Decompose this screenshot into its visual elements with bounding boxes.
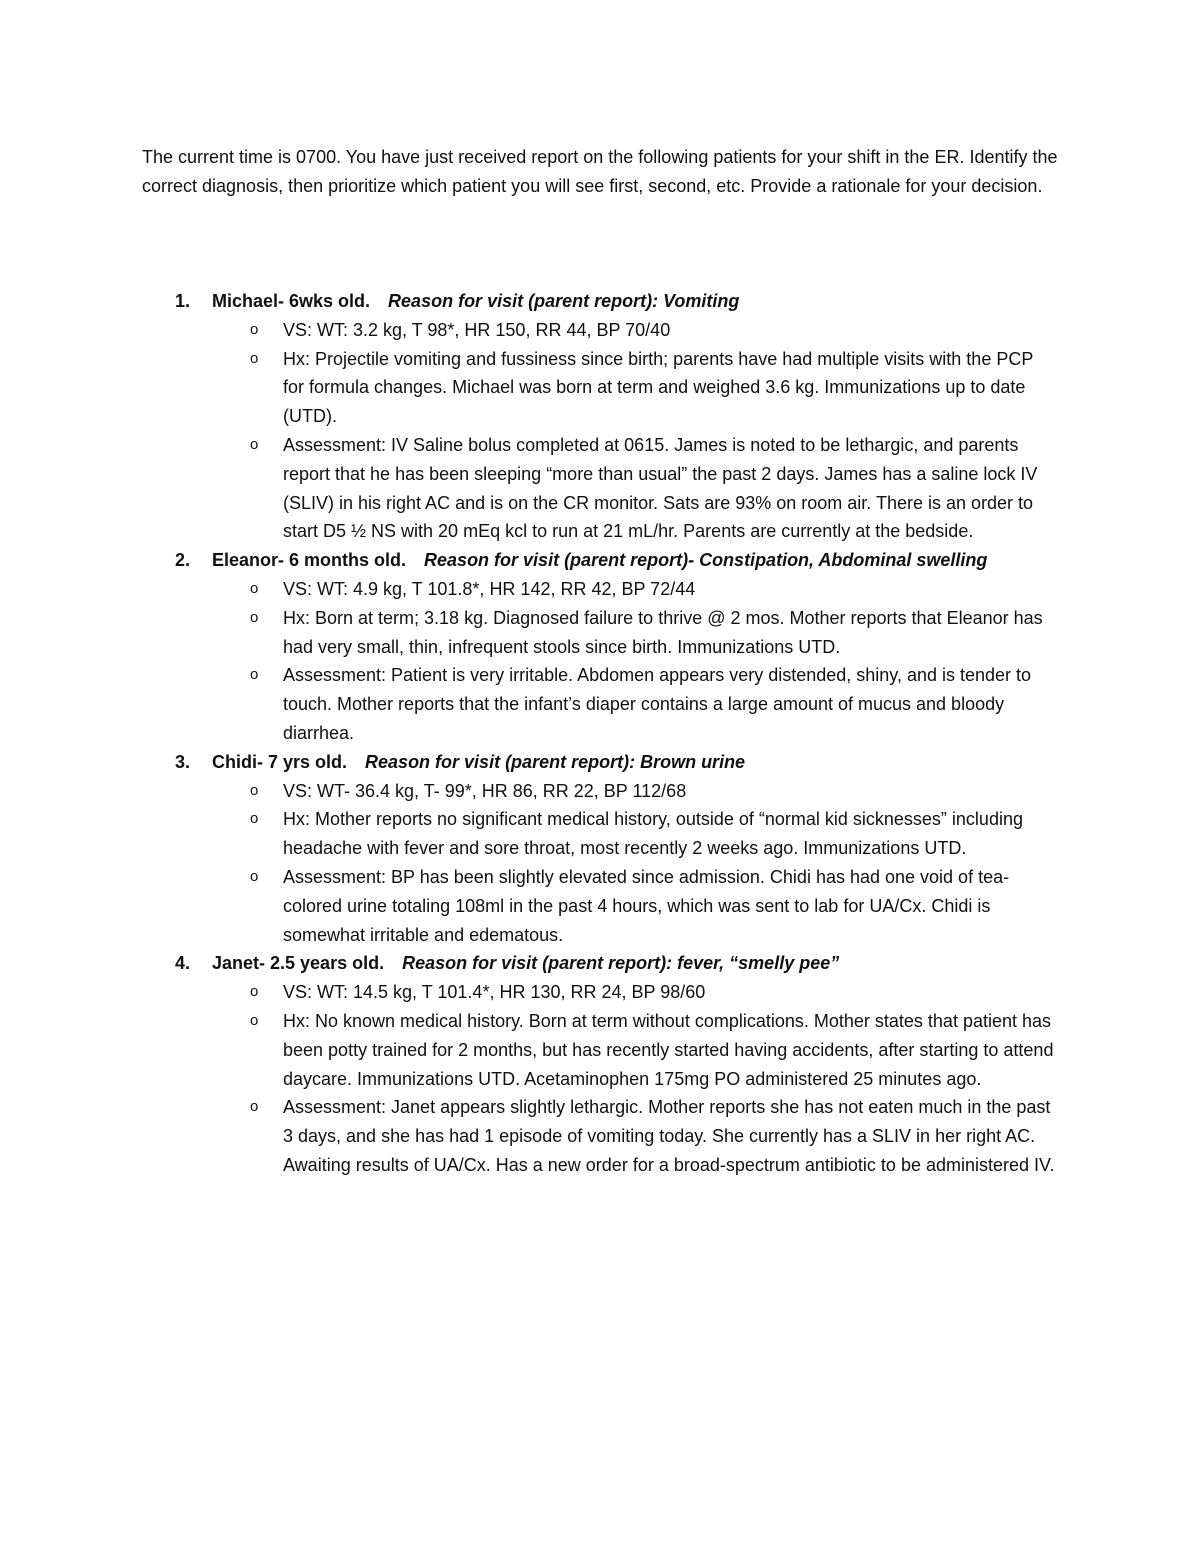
detail-history: [0, 345, 1058, 431]
bullet-marker: o: [250, 867, 259, 885]
detail-text: VS: WT: 3.2 kg, T 98*, HR 150, RR 44, BP 70/40: [283, 319, 671, 340]
bullet-marker: o: [250, 349, 259, 367]
patient-heading: [0, 546, 1200, 575]
detail-text: Assessment: BP has been slightly elevated since admission. Chidi has had one void of tea-colored urine totaling 108ml in the past 4 hours, which was sent to lab for UA/Cx. Chidi is somewhat irritable and edematous.: [283, 866, 1010, 945]
detail-text: Hx: Born at term; 3.18 kg. Diagnosed failure to thrive @ 2 mos. Mother reports that Eleanor has had very small, thin, infrequent stools since birth. Immunizations UTD.: [283, 607, 1043, 657]
patient-name: Eleanor- 6 months old.: [212, 550, 407, 571]
detail-assessment: [0, 431, 1058, 546]
detail-text: VS: WT: 4.9 kg, T 101.8*, HR 142, RR 42, BP 72/44: [283, 578, 696, 599]
detail-text: Assessment: Patient is very irritable. Abdomen appears very distended, shiny, and is tender to touch. Mother reports that the infant’s diaper contains a large amount of mucus and bloody diarrhea.: [283, 665, 1032, 743]
patient-entry-eleanor: [0, 546, 1200, 748]
patient-details: [0, 777, 1200, 950]
detail-text: Assessment: Janet appears slightly lethargic. Mother reports she has not eaten much in the past 3 days, and she has had 1 episode of vomiting today. She currently has a SLIV in her right AC. Awaiting results of UA/Cx. Has a new order for a broad-spectrum antibiotic to be administered IV.: [283, 1097, 1055, 1175]
patient-name: Chidi- 7 yrs old.: [212, 751, 348, 772]
bullet-marker: o: [250, 608, 259, 626]
bullet-marker: o: [250, 320, 259, 338]
bullet-marker: o: [250, 579, 259, 597]
detail-text: Hx: No known medical history. Born at term without complications. Mother states that patient has been potty trained for 2 months, but has recently started having accidents, after starting to attend daycare. Immunizations UTD. Acetaminophen 175mg PO administered 25 minutes ago.: [283, 1010, 1054, 1089]
detail-text: Assessment: IV Saline bolus completed at 0615. James is noted to be lethargic, and parents report that he has been sleeping “more than usual” the past 2 days. James has a saline lock IV (SLIV) in his right AC and is on the CR monitor. Sats are 93% on room air. There is an order to start D5 ½ NS with 20 mEq kcl to run at 21 mL/hr. Parents are currently at the bedside.: [283, 434, 1038, 542]
detail-assessment: [0, 1093, 1058, 1179]
patient-heading: [0, 287, 1200, 316]
patient-details: [0, 978, 1200, 1180]
patient-number: 3.: [175, 751, 191, 772]
detail-history: [0, 604, 1058, 662]
patient-heading: [0, 748, 1200, 777]
detail-history: [0, 805, 1058, 863]
patient-details: [0, 575, 1200, 748]
patient-list: [0, 287, 1200, 1180]
patient-number: 4.: [175, 953, 191, 974]
intro-paragraph: The current time is 0700. You have just received report on the following patients for your shift in the ER. Identify the correct diagnosis, then prioritize which patient you will see first, second, etc. Provide a rationale for your decision.: [142, 147, 1058, 196]
detail-history: [0, 1007, 1058, 1093]
patient-heading: [0, 949, 1200, 978]
patient-number: 2.: [175, 550, 191, 571]
patient-name: Michael- 6wks old.: [212, 291, 371, 311]
bullet-marker: o: [250, 666, 259, 684]
detail-assessment: [0, 863, 1058, 949]
detail-text: VS: WT: 14.5 kg, T 101.4*, HR 130, RR 24, BP 98/60: [283, 982, 706, 1003]
bullet-marker: o: [250, 435, 259, 453]
detail-text: VS: WT- 36.4 kg, T- 99*, HR 86, RR 22, BP 112/68: [283, 780, 687, 801]
bullet-marker: o: [250, 1098, 259, 1116]
patient-entry-chidi: [0, 748, 1200, 950]
patient-details: [0, 316, 1200, 546]
visit-reason: Reason for visit (parent report): fever, “smelly pee”: [402, 953, 840, 974]
bullet-marker: o: [250, 781, 259, 799]
patient-name: Janet- 2.5 years old.: [212, 953, 385, 974]
visit-reason: Reason for visit (parent report)- Constipation, Abdominal swelling: [424, 550, 988, 571]
detail-vital-signs: [0, 575, 1058, 604]
bullet-marker: o: [250, 810, 259, 828]
patient-number: 1.: [175, 291, 191, 311]
detail-assessment: [0, 661, 1058, 747]
visit-reason: Reason for visit (parent report): Brown urine: [365, 751, 746, 772]
detail-vital-signs: [0, 978, 1058, 1007]
detail-vital-signs: [0, 777, 1058, 806]
visit-reason: Reason for visit (parent report): Vomiting: [388, 291, 740, 311]
detail-text: Hx: Mother reports no significant medical history, outside of “normal kid sicknesses” including headache with fever and sore throat, most recently 2 weeks ago. Immunizations UTD.: [283, 809, 1023, 859]
bullet-marker: o: [250, 1011, 259, 1029]
detail-vital-signs: [0, 316, 1058, 345]
detail-text: Hx: Projectile vomiting and fussiness since birth; parents have had multiple visits with the PCP for formula changes. Michael was born at term and weighed 3.6 kg. Immunizations up to date (UTD).: [283, 348, 1034, 427]
patient-entry-michael: [0, 287, 1200, 546]
bullet-marker: o: [250, 983, 259, 1001]
patient-entry-janet: [0, 949, 1200, 1179]
